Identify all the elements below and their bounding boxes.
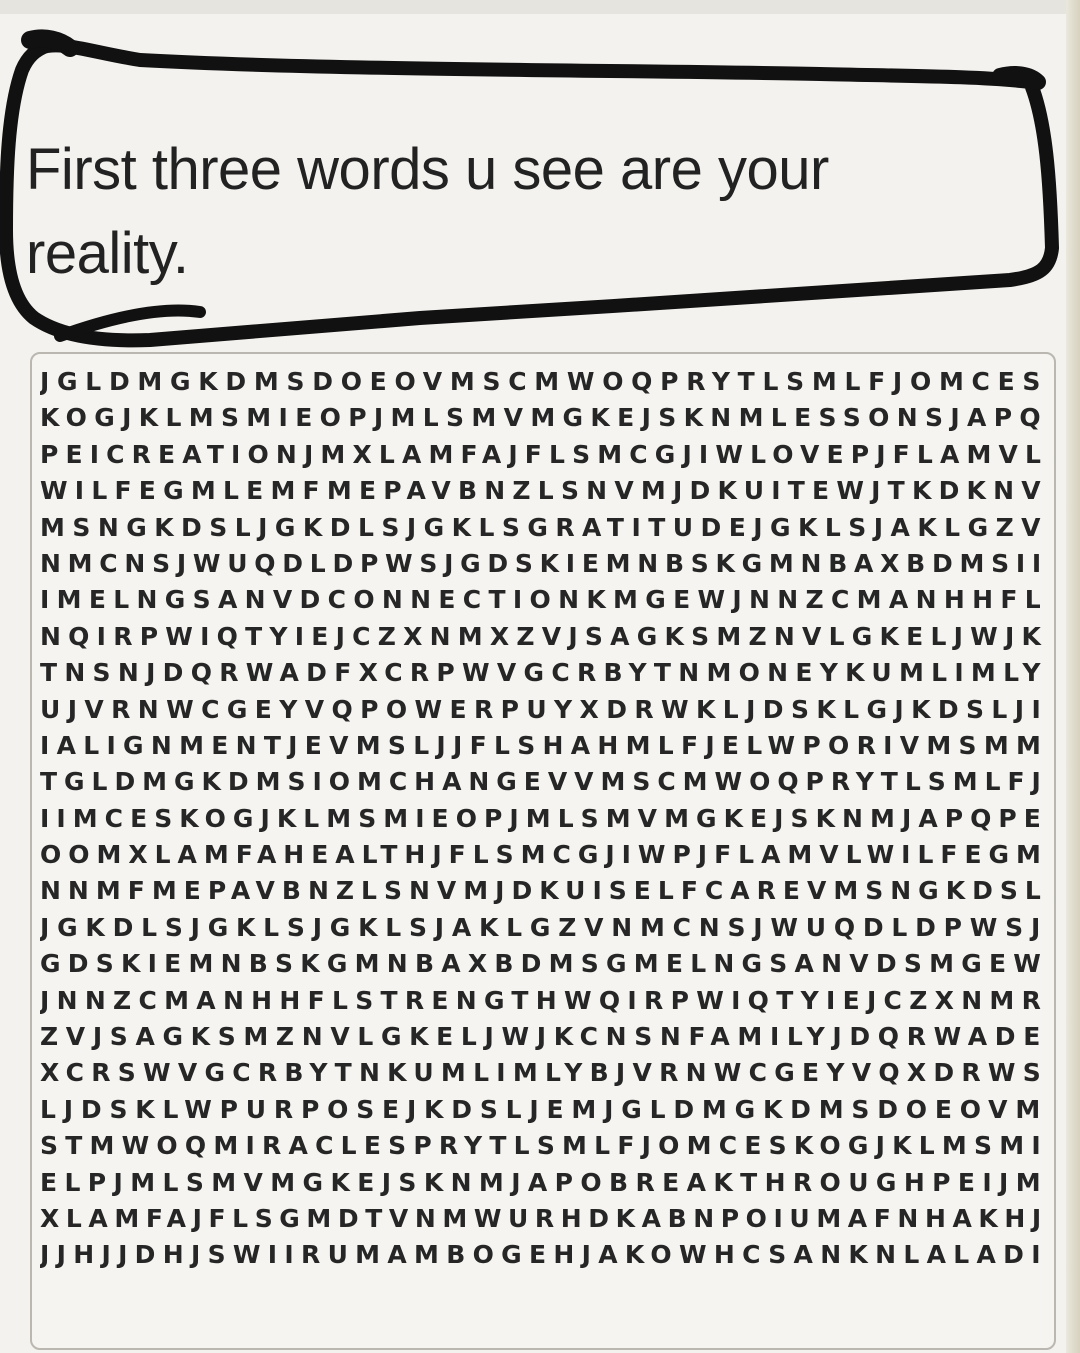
grid-row: ZVJSAGKSMZNVLGKELJWJKCNSNFAMILYJDQRWADE	[40, 1022, 1048, 1052]
grid-row: JGLDMGKDMSDOEOVMSCMWOQPRYTLSMLFJOMCES	[40, 367, 1048, 396]
grid-row: IALIGNMENTJEVMSLJJFLSHAHMLFJELWPORIVMSMM	[40, 730, 1048, 760]
grid-row: NMCNSJWUQDLDPWSJGDSKIEMNBSKGMNBAXBDMSII	[40, 548, 1048, 578]
grid-row: IMELNGSANVDCONNECTIONKMGEWJNNZCMANHHFL	[40, 585, 1048, 615]
grid-row: GDSKIEMNBSKGMNBAXBDMSGMELNGSANVDSMGEW	[40, 949, 1048, 979]
grid-row: NNMFMEPAVBNZLSNVMJDKUISELFCAREVMSNGKDSL	[40, 876, 1048, 906]
grid-row: ELPJMLSMVMGKEJSKNMJAPOBREAKTHROUGHPEIJM	[40, 1167, 1048, 1197]
grid-row: XCRSWVGCRBYTNKUMLIMLYBJVRNWCGEYVQXDRWS	[40, 1058, 1048, 1088]
grid-row: OOMXLAMFAHEALTHJFLSMCGJIWPJFLAMVLWILFEGM	[40, 840, 1048, 870]
grid-row: JNNZCMANHHFLSTRENGTHWQIRPWIQTYIEJCZXNMR	[40, 985, 1048, 1015]
grid-rows	[40, 364, 1048, 1274]
grid-row: JJHJJDHJSWIIRUMAMBOGEHJAKOWHCSANKNLALADI	[40, 1240, 1048, 1270]
grid-row: MSNGKDSLJGKDLSJGKLSGRATITUDEJGKLSJAKLGZV	[40, 512, 1048, 542]
caption-text	[26, 128, 1016, 296]
grid-row: KOGJKLMSMIEOPJMLSMVMGKEJSKNMLESSONSJAPQ	[40, 403, 1048, 433]
caption-line-2: reality.	[26, 221, 189, 286]
grid-row: WILFEGMLEMFMEPAVBNZLSNVMJDKUITEWJTKDKNV	[40, 476, 1048, 506]
grid-row: TGLDMGKDMSIOMCHANGEVVMSCMWOQPRYTLSMLFJ	[40, 767, 1048, 797]
grid-row: IIMCESKOGJKLMSMIEOPJMLSMVMGKEJSKNMJAPQPE	[40, 803, 1048, 833]
grid-row: STMWOQMIRACLESPRYTLSMLFJOMCESKOGJKLMSMI	[40, 1131, 1048, 1161]
grid-row: PEICREATIONJMXLAMFAJFLSMCGJIWLOVEPJFLAMVL	[40, 439, 1048, 469]
grid-row: LJDSKLWPURPOSEJKDSLJEMJGLDMGKDMSDOEOVM	[40, 1094, 1048, 1124]
caption-line-1: First three words u see are your	[26, 137, 829, 202]
grid-row: NQIRPWIQTYIEJCZXNMXZVJSAGKSMZNVLGKELJWJK	[40, 621, 1048, 651]
grid-row: JGKDLSJGKLSJGKLSJAKLGZVNMCNSJWUQDLDPWSJ	[40, 912, 1048, 942]
grid-row: TNSNJDQRWADFXCRPWVGCRBYTNMONEYKUMLIMLY	[40, 658, 1048, 688]
grid-row: XLAMFAJFLSGMDTVNMWURHDKABNPOIUMAFNHAKHJ	[40, 1203, 1048, 1233]
word-search-grid	[30, 352, 1056, 1350]
grid-row: UJVRNWCGEYVQPOWERPUYXDRWKLJDSKLGJKDSLJI	[40, 694, 1048, 724]
